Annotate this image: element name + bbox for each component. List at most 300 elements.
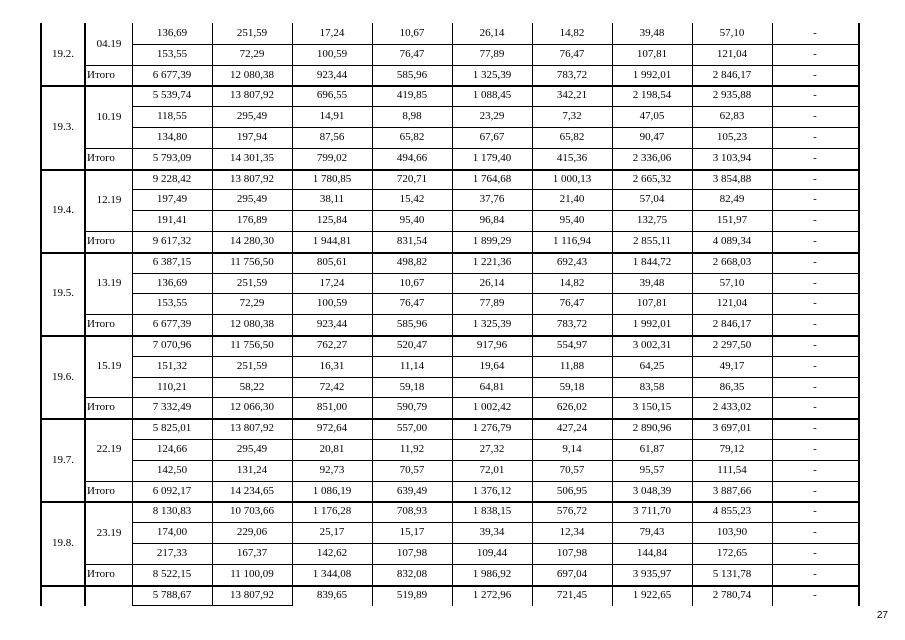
table-cell: 86,35 [719,380,745,393]
table-cell: - [813,110,817,123]
column-border [40,23,42,606]
total-label: Итого [87,401,115,414]
table-cell: 14,82 [559,276,585,289]
table-cell: 72,29 [239,47,265,60]
table-cell: 295,49 [236,193,268,206]
total-cell: - [813,318,817,331]
total-cell: - [813,68,817,81]
table-cell: 39,48 [639,27,665,39]
section-number: 19.8. [52,537,74,549]
table-cell: - [813,443,817,455]
table-cell: 2 665,32 [632,172,672,185]
table-cell: 9 228,42 [152,172,192,185]
table-cell: 151,32 [156,359,188,372]
total-cell: 2 855,11 [632,235,672,247]
table-cell: 17,24 [319,27,345,39]
table-cell: 9,14 [562,443,582,455]
total-cell: 1 179,40 [472,151,512,164]
table-cell: - [813,339,817,351]
table-cell: 7 070,96 [152,339,192,351]
table-cell: 10,67 [399,27,425,39]
table-cell: 121,04 [716,297,748,310]
table-cell: 11,92 [399,443,425,455]
total-cell: 14 234,65 [230,484,274,497]
table-cell: 13 807,92 [230,422,274,435]
total-cell: 1 986,92 [472,567,512,580]
total-cell: 626,02 [556,401,588,414]
table-cell: 217,33 [156,547,188,559]
table-cell: - [813,463,817,476]
row-border [132,460,858,461]
table-cell: 144,84 [636,547,668,559]
table-cell: 197,94 [236,131,268,143]
table-cell: 76,47 [399,47,425,60]
table-cell: 59,18 [559,380,585,393]
total-label: Итого [87,484,115,497]
total-cell: 2 336,06 [632,151,672,164]
table-cell: - [813,27,817,39]
table-cell: 76,47 [399,297,425,310]
item-code: 04.19 [96,37,122,50]
table-cell: 251,59 [236,276,268,289]
table-cell: 72,42 [319,380,345,393]
total-cell: 1 116,94 [552,235,592,247]
table-cell: 229,06 [236,526,268,539]
table-cell: 64,81 [479,380,505,393]
table-cell: 39,34 [479,526,505,539]
total-cell: 4 089,34 [712,235,752,247]
total-cell: 1 944,81 [312,235,352,247]
table-cell: 4 855,23 [712,505,752,518]
total-cell: 11 100,09 [230,567,274,580]
table-cell: 519,89 [396,588,428,601]
total-cell: 3 048,39 [632,484,672,497]
table-cell: - [813,276,817,289]
table-cell: 105,23 [716,131,748,143]
table-cell: 107,81 [636,297,668,310]
table-cell: 5 825,01 [152,422,192,435]
table-cell: 176,89 [236,214,268,227]
block-border [40,335,860,337]
item-code: 10.19 [96,110,122,123]
table-cell: 2 780,74 [712,588,752,601]
table-cell: 197,49 [156,193,188,206]
table-cell: 2 890,96 [632,422,672,435]
table-cell: 151,97 [716,214,748,227]
table-cell: 1 276,79 [472,422,512,435]
table-cell: 342,21 [556,89,588,102]
item-code: 13.19 [96,277,122,289]
total-cell: 1 376,12 [472,484,512,497]
table-cell: 26,14 [479,276,505,289]
table-cell: - [813,359,817,372]
table-cell: 2 668,03 [712,255,752,268]
total-cell: - [813,235,817,247]
table-cell: - [813,193,817,206]
total-label: Итого [87,567,115,580]
section-number: 19.3. [52,121,74,133]
total-cell: 5 793,09 [152,151,192,164]
table-cell: 79,12 [719,443,745,455]
table-cell: 917,96 [476,339,508,351]
table-cell: 90,47 [639,131,665,143]
table-cell: 100,59 [316,47,348,60]
table-cell: 11 756,50 [230,339,274,351]
table-cell: 251,59 [236,27,268,39]
table-cell: 696,55 [316,89,348,102]
table-cell: 13 807,92 [230,172,274,185]
table-cell: 498,82 [396,255,428,268]
table-cell: 692,43 [556,255,588,268]
total-cell: 6 677,39 [152,318,192,331]
table-cell: 107,81 [636,47,668,60]
table-cell: - [813,255,817,268]
table-cell: 3 854,88 [712,172,752,185]
section-number: 19.5. [52,287,74,300]
table-cell: 62,83 [719,110,745,123]
total-cell: 585,96 [396,318,428,331]
total-cell: 923,44 [316,68,348,81]
table-cell: 21,40 [559,193,585,206]
block-border [40,585,860,587]
table-cell: 125,84 [316,214,348,227]
table-cell: 1 764,68 [472,172,512,185]
total-cell: 7 332,49 [152,401,192,414]
table-cell: 972,64 [316,422,348,435]
table-cell: 10 703,66 [230,505,274,518]
table-cell: 57,04 [639,193,665,206]
table-cell: 720,71 [396,172,428,185]
total-cell: 2 846,17 [712,68,752,81]
table-cell: 26,14 [479,27,505,39]
table-cell: 708,93 [396,505,428,518]
table-cell: 124,66 [156,443,188,455]
table-cell: 13 807,92 [230,89,274,102]
table-cell: - [813,380,817,393]
row-border [84,148,858,149]
table-cell: 23,29 [479,110,505,123]
table-cell: 82,49 [719,193,745,206]
row-border [84,481,858,482]
table-cell: 111,54 [717,463,747,476]
table-cell: 191,41 [156,214,188,227]
table-cell: - [813,526,817,539]
table-cell: 72,01 [479,463,505,476]
total-cell: 9 617,32 [152,235,192,247]
row-border [84,65,858,66]
table-cell: 5 539,74 [152,89,192,102]
total-cell: 1 325,39 [472,68,512,81]
table-cell: - [813,214,817,227]
table-cell: 96,84 [479,214,505,227]
table-cell: 1 088,45 [472,89,512,102]
table-cell: 57,10 [719,276,745,289]
total-cell: 697,04 [556,567,588,580]
table-cell: 142,62 [316,547,348,559]
item-code: 12.19 [96,193,122,206]
row-border [132,127,858,128]
table-cell: 49,17 [719,359,745,372]
total-cell: 3 103,94 [712,151,752,164]
total-cell: 14 301,35 [230,151,274,164]
table-cell: 1 000,13 [552,172,592,185]
total-cell: 1 899,29 [472,235,512,247]
total-cell: 3 150,15 [632,401,672,414]
row-border [132,356,858,357]
table-cell: 1 838,15 [472,505,512,518]
table-cell: 153,55 [156,297,188,310]
table-cell: 520,47 [396,339,428,351]
row-border [132,273,858,274]
table-cell: 27,32 [479,443,505,455]
total-label: Итого [87,151,115,164]
table-cell: 295,49 [236,443,268,455]
row-border [84,314,858,315]
table-cell: 59,18 [399,380,425,393]
table-cell: 167,37 [236,547,268,559]
table-cell: 11,88 [559,359,585,372]
table-cell: 2 297,50 [712,339,752,351]
total-cell: 6 677,39 [152,68,192,81]
table-cell: 72,29 [239,297,265,310]
table-cell: 38,11 [319,193,345,206]
row-border [132,210,858,211]
table-cell: 8,98 [402,110,422,123]
total-cell: 3 887,66 [712,484,752,497]
table-cell: 805,61 [316,255,348,268]
total-cell: 12 080,38 [230,68,274,81]
table-cell: 95,40 [559,214,585,227]
table-cell: 39,48 [639,276,665,289]
table-cell: 107,98 [556,547,588,559]
total-label: Итого [87,235,115,247]
table-cell: 131,24 [236,463,268,476]
table-cell: - [813,131,817,143]
total-cell: 832,08 [396,567,428,580]
table-cell: 174,00 [156,526,188,539]
table-cell: 70,57 [559,463,585,476]
table-cell: 2 935,88 [712,89,752,102]
table-cell: 65,82 [399,131,425,143]
table-cell: 37,76 [479,193,505,206]
table-cell: 92,73 [319,463,345,476]
table-cell: 142,50 [156,463,188,476]
table-cell: 76,47 [559,47,585,60]
block-border [40,418,860,420]
row-border [132,522,858,523]
table-cell: 110,21 [157,380,187,393]
table-cell: - [813,547,817,559]
table-cell: 65,82 [559,131,585,143]
table-cell: 3 711,70 [632,505,672,518]
table-cell: 47,05 [639,110,665,123]
row-border [84,397,858,398]
table-cell: 64,25 [639,359,665,372]
total-cell: - [813,567,817,580]
table-cell: 1 176,28 [312,505,352,518]
table-cell: 20,81 [319,443,345,455]
table-cell: 1 780,85 [312,172,352,185]
total-cell: 14 280,30 [230,235,274,247]
table-cell: 251,59 [236,359,268,372]
table-cell: 134,80 [156,131,188,143]
total-cell: 1 344,08 [312,567,352,580]
table-cell: 721,45 [556,588,588,601]
table-cell: - [813,505,817,518]
table-cell: 7,32 [562,110,582,123]
table-cell: 70,57 [399,463,425,476]
table-cell: 118,55 [157,110,187,123]
item-code: 15.19 [96,360,122,373]
table-cell: 67,67 [479,131,505,143]
table-cell: 136,69 [156,27,188,39]
row-border [132,543,858,544]
table-cell: 57,10 [719,27,745,39]
total-cell: 590,79 [396,401,428,414]
table-cell: 79,43 [639,526,665,539]
total-cell: 494,66 [396,151,428,164]
total-cell: 783,72 [556,318,588,331]
table-cell: 419,85 [396,89,428,102]
table-cell: 16,31 [319,359,345,372]
total-cell: 6 092,17 [152,484,192,497]
table-cell: 61,87 [639,443,665,455]
table-cell: 1 844,72 [632,255,672,268]
table-cell: 76,47 [559,297,585,310]
table-cell: 14,82 [559,27,585,39]
total-cell: 851,00 [316,401,348,414]
table-cell: 77,89 [479,47,505,60]
total-cell: 506,95 [556,484,588,497]
table-cell: 1 272,96 [472,588,512,601]
table-cell: 136,69 [156,276,188,289]
total-cell: - [813,151,817,164]
total-cell: 12 066,30 [230,401,274,414]
table-cell: 107,98 [396,547,428,559]
table-cell: 11 756,50 [230,255,274,268]
table-cell: 87,56 [319,131,345,143]
total-cell: 8 522,15 [152,567,192,580]
total-cell: 585,96 [396,68,428,81]
total-cell: 2 846,17 [712,318,752,331]
table-cell: 427,24 [556,422,588,435]
total-cell: 799,02 [316,151,348,164]
table-cell: 19,64 [479,359,505,372]
item-code: 22.19 [96,443,122,456]
table-cell: 554,97 [556,339,588,351]
total-label: Итого [87,68,115,81]
table-cell: 25,17 [319,526,345,539]
total-cell: 783,72 [556,68,588,81]
table-cell: 8 130,83 [152,505,192,518]
row-border [84,231,858,232]
table-cell: 11,14 [399,359,425,372]
table-cell: 576,72 [556,505,588,518]
block-border [40,252,860,254]
row-border [132,377,858,378]
table-cell: 839,65 [316,588,348,601]
table-cell: 132,75 [636,214,668,227]
table-cell: 95,40 [399,214,425,227]
total-cell: 1 992,01 [632,318,672,331]
table-cell: 172,65 [716,547,748,559]
block-border [40,85,860,87]
table-cell: 17,24 [319,276,345,289]
total-cell: 923,44 [316,318,348,331]
row-border [132,605,292,606]
table-cell: 109,44 [476,547,508,559]
table-cell: 15,42 [399,193,425,206]
table-cell: 58,22 [239,380,265,393]
section-number: 19.6. [52,370,74,383]
table-cell: 15,17 [399,526,425,539]
table-cell: 1 221,36 [472,255,512,268]
page-number: 27 [876,610,888,621]
table-cell: 3 697,01 [712,422,752,435]
table-cell: 100,59 [316,297,348,310]
table-cell: 762,27 [316,339,348,351]
table-cell: 103,90 [716,526,748,539]
total-cell: 12 080,38 [230,318,274,331]
table-cell: - [813,297,817,310]
table-cell: - [813,172,817,185]
section-number: 19.7. [52,453,74,466]
section-number: 19.4. [52,204,74,217]
row-border [132,106,858,107]
row-border [84,564,858,565]
total-cell: 831,54 [396,235,428,247]
table-cell: 557,00 [396,422,428,435]
table-cell: 3 002,31 [632,339,672,351]
table-cell: - [813,588,817,601]
total-label: Итого [87,318,115,331]
total-cell: 1 002,42 [472,401,512,414]
table-cell: 121,04 [716,47,748,60]
table-cell: 1 922,65 [632,588,672,601]
table-cell: - [813,47,817,60]
table-cell: 95,57 [639,463,665,476]
total-cell: - [813,484,817,497]
total-cell: - [813,401,817,414]
total-cell: 2 433,02 [712,401,752,414]
section-number: 19.2. [52,48,74,61]
table-cell: 6 387,15 [152,255,192,268]
total-cell: 1 086,19 [312,484,352,497]
total-cell: 3 935,97 [632,567,672,580]
total-cell: 639,49 [396,484,428,497]
row-border [132,293,858,294]
row-border [132,439,858,440]
table-cell: - [813,89,817,102]
table-cell: 83,58 [639,380,665,393]
table-cell: 2 198,54 [632,89,672,102]
total-cell: 1 992,01 [632,68,672,81]
block-border [40,501,860,503]
total-cell: 415,36 [556,151,588,164]
row-border [132,189,858,190]
total-cell: 5 131,78 [712,567,752,580]
block-border [40,169,860,171]
table-cell: 77,89 [479,297,505,310]
table-cell: 10,67 [399,276,425,289]
table-cell: 12,34 [559,526,585,539]
table-cell: 13 807,92 [230,588,274,601]
row-border [132,44,858,45]
item-code: 23.19 [96,526,122,539]
column-border [858,23,860,606]
table-cell: 14,91 [319,110,345,123]
table-cell: - [813,422,817,435]
